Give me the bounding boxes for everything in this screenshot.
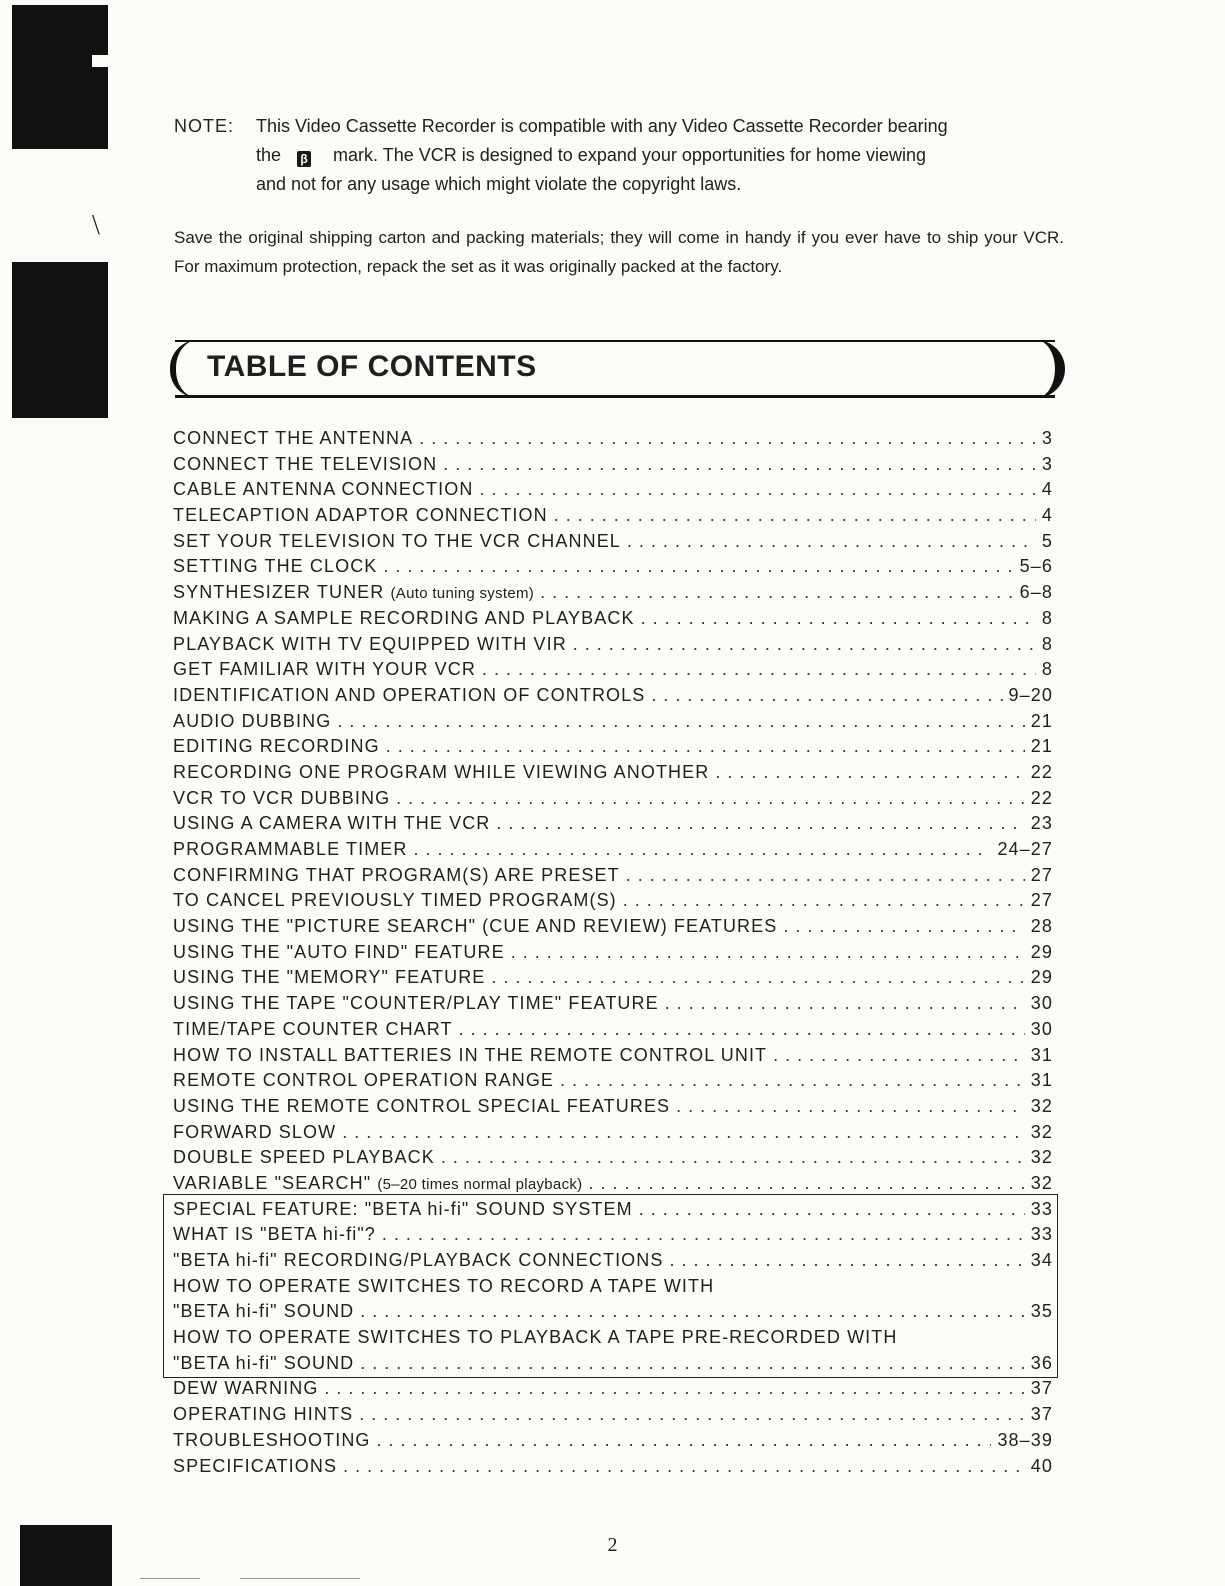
scan-edge-notch [92,55,108,67]
toc-entry-page: 9–20 [1008,684,1053,705]
toc-list [173,426,1053,1479]
toc-entry [173,940,1053,966]
toc-entry-page: 33 [1030,1224,1053,1245]
toc-entry [173,426,1053,452]
toc-entry-title: CONNECT THE ANTENNA [173,428,414,448]
toc-leader-dots [676,1094,1025,1120]
toc-leader-dots [651,683,1002,709]
toc-entry-title: CABLE ANTENNA CONNECTION [173,479,474,500]
toc-entry-page: 27 [1030,890,1053,911]
beta-mark-icon: β [297,151,311,167]
toc-leader-dots [641,606,1036,632]
toc-entry [173,580,1053,606]
toc-entry-page: 4 [1041,479,1053,500]
toc-entry [173,1299,1053,1325]
toc-entry-title: EDITING RECORDING [173,736,380,757]
toc-entry-title: AUDIO DUBBING [173,710,332,731]
toc-entry-page: 35 [1030,1301,1053,1322]
toc-entry [173,863,1053,889]
toc-leader-dots [627,529,1036,555]
toc-leader-dots [573,632,1036,658]
toc-entry-page: 22 [1030,787,1053,808]
toc-entry [173,1248,1053,1274]
toc-entry-title: "BETA hi-fi" SOUND [173,1352,355,1373]
toc-entry-title: USING THE "PICTURE SEARCH" (CUE AND REVIEW) FEATURES [173,916,778,937]
toc-entry [173,1428,1053,1454]
toc-entry-subtitle: (5–20 times normal playback) [377,1175,583,1193]
toc-entry-page: 6–8 [1019,582,1053,603]
toc-leader-dots [386,734,1025,760]
toc-leader-dots [342,1120,1025,1146]
toc-entry-page: 21 [1030,710,1053,731]
toc-leader-dots [511,940,1025,966]
toc-leader-dots [441,1145,1025,1171]
compatibility-note [174,112,1064,199]
toc-entry-title: USING THE TAPE "COUNTER/PLAY TIME" FEATURE [173,993,659,1014]
bottom-rule-left [140,1578,200,1579]
toc-entry-title: DEW WARNING [173,1378,319,1399]
toc-entry-title: CONFIRMING THAT PROGRAM(S) ARE PRESET [173,864,620,885]
toc-entry-title: USING THE REMOTE CONTROL SPECIAL FEATURES [173,1095,671,1116]
toc-entry-page: 37 [1030,1404,1053,1425]
toc-entry-title: USING THE "MEMORY" FEATURE [173,967,486,988]
toc-leader-dots [414,837,992,863]
toc-entry-title: SPECIFICATIONS [173,1455,338,1476]
toc-entry-page: 24–27 [997,839,1053,859]
toc-entry [173,503,1053,529]
toc-entry [173,991,1053,1017]
toc-entry [173,811,1053,837]
toc-entry-page: 3 [1041,428,1053,448]
toc-entry [173,1068,1053,1094]
toc-entry-title: TELECAPTION ADAPTOR CONNECTION [173,505,548,526]
toc-entry-page: 22 [1030,761,1053,782]
toc-entry [173,683,1053,709]
toc-entry-title: REMOTE CONTROL OPERATION RANGE [173,1070,555,1091]
toc-leader-dots [443,452,1036,478]
toc-leader-dots [491,965,1024,991]
toc-leader-dots [360,1299,1024,1325]
toc-leader-dots [588,1171,1024,1197]
toc-leader-dots [337,709,1024,735]
toc-entry-title: SYNTHESIZER TUNER (Auto tuning system) [173,582,535,603]
toc-entry-title: HOW TO OPERATE SWITCHES TO PLAYBACK A TAPE PRE-RECORDED WITH [173,1327,898,1348]
toc-entry-page: 30 [1030,1018,1053,1039]
toc-leader-dots [639,1197,1025,1223]
toc-entry [173,1197,1053,1223]
toc-entry-page: 8 [1041,633,1053,654]
toc-entry-title: CONNECT THE TELEVISION [173,453,438,474]
toc-entry-title: VCR TO VCR DUBBING [173,787,391,808]
toc-leader-dots [665,991,1025,1017]
toc-leader-dots [324,1376,1024,1402]
toc-entry-page: 27 [1030,864,1053,885]
toc-entry-title: USING THE "AUTO FIND" FEATURE [173,941,505,962]
toc-entry [173,1171,1053,1197]
toc-entry [173,632,1053,658]
toc-entry-page: 33 [1030,1198,1053,1219]
toc-leader-dots [626,863,1025,889]
toc-entry [173,888,1053,914]
toc-entry [173,837,1053,863]
note-line-2: the β mark. The VCR is designed to expand your opportunities for home viewing [256,145,927,166]
toc-entry-page: 29 [1030,941,1053,962]
toc-entry [173,1274,1053,1300]
toc-leader-dots [377,1428,992,1454]
toc-entry [173,1402,1053,1428]
toc-entry-page: 31 [1030,1070,1053,1091]
toc-entry-title: TROUBLESHOOTING [173,1429,371,1450]
toc-leader-dots [496,811,1024,837]
note-line-3: and not for any usage which might violate the copyright laws. [256,174,742,194]
toc-entry-title: PROGRAMMABLE TIMER [173,839,408,859]
toc-entry-title: MAKING A SAMPLE RECORDING AND PLAYBACK [173,607,635,628]
toc-entry-page: 31 [1030,1044,1053,1065]
toc-leader-dots [560,1068,1025,1094]
toc-entry-title: HOW TO INSTALL BATTERIES IN THE REMOTE CONTROL UNIT [173,1044,768,1065]
page-number: 2 [607,1534,618,1556]
toc-entry-title: OPERATING HINTS [173,1404,354,1425]
toc-entry-page: 28 [1030,916,1053,937]
toc-entry-title: USING A CAMERA WITH THE VCR [173,813,491,834]
toc-entry-page: 8 [1041,607,1053,628]
toc-entry-page: 37 [1030,1378,1053,1399]
toc-entry [173,1017,1053,1043]
toc-entry-page: 36 [1030,1352,1053,1373]
toc-entry-title: "BETA hi-fi" RECORDING/PLAYBACK CONNECTIONS [173,1250,664,1270]
toc-leader-dots [623,888,1025,914]
toc-entry-title: SPECIAL FEATURE: "BETA hi-fi" SOUND SYSTEM [173,1198,633,1219]
toc-entry [173,1120,1053,1146]
toc-entry-title: HOW TO OPERATE SWITCHES TO RECORD A TAPE WITH [173,1275,715,1296]
toc-entry-title: RECORDING ONE PROGRAM WHILE VIEWING ANOTHER [173,761,710,782]
toc-entry-title: DOUBLE SPEED PLAYBACK [173,1147,435,1168]
toc-leader-dots [360,1351,1024,1377]
toc-entry-page: 8 [1041,659,1053,680]
toc-entry [173,452,1053,478]
toc-title: TABLE OF CONTENTS [207,350,537,383]
toc-entry-page: 5 [1041,530,1053,551]
toc-entry-title: GET FAMILIAR WITH YOUR VCR [173,659,476,680]
toc-entry [173,1325,1053,1351]
toc-entry-page: 5–6 [1019,556,1053,577]
toc-entry [173,760,1053,786]
toc-entry [173,914,1053,940]
toc-leader-dots [359,1402,1025,1428]
toc-leader-dots [383,554,1013,580]
scan-edge-tick: \ [92,210,100,241]
toc-entry [173,1145,1053,1171]
toc-entry-page: 34 [1030,1250,1053,1270]
toc-leader-dots [396,786,1025,812]
toc-entry-page: 32 [1030,1172,1053,1193]
toc-entry-page: 32 [1030,1121,1053,1142]
toc-entry [173,554,1053,580]
toc-leader-dots [382,1222,1025,1248]
toc-header-banner [175,340,1055,398]
scan-edge-block-top [12,5,108,149]
toc-entry [173,1454,1053,1480]
toc-entry [173,606,1053,632]
toc-entry [173,965,1053,991]
note-line-1: This Video Cassette Recorder is compatible with any Video Cassette Recorder bearing [256,116,948,136]
toc-entry-subtitle: (Auto tuning system) [390,585,535,603]
toc-entry [173,477,1053,503]
toc-entry-page: 38–39 [997,1429,1053,1450]
toc-entry-title: SET YOUR TELEVISION TO THE VCR CHANNEL [173,530,621,551]
toc-leader-dots [554,503,1036,529]
toc-entry-page: 4 [1041,505,1053,526]
toc-entry [173,709,1053,735]
toc-leader-dots [343,1454,1025,1480]
toc-entry-title: SETTING THE CLOCK [173,556,378,577]
toc-entry-page: 40 [1030,1455,1053,1476]
toc-entry-title: TO CANCEL PREVIOUSLY TIMED PROGRAM(S) [173,890,617,911]
toc-entry-title: IDENTIFICATION AND OPERATION OF CONTROLS [173,684,646,705]
toc-entry [173,1351,1053,1377]
toc-leader-dots [783,914,1024,940]
toc-leader-dots [482,657,1036,683]
toc-entry-page: 23 [1030,813,1053,834]
toc-entry-page: 3 [1041,453,1053,474]
toc-leader-dots [459,1017,1025,1043]
toc-entry [173,1222,1053,1248]
scan-edge-block-middle [12,262,108,418]
toc-entry-page: 21 [1030,736,1053,757]
toc-leader-dots [773,1043,1025,1069]
toc-leader-dots [419,426,1036,452]
toc-leader-dots [540,580,1014,606]
bottom-rule-mid [240,1578,360,1579]
toc-leader-dots [479,477,1035,503]
toc-entry-page: 32 [1030,1095,1053,1116]
toc-entry [173,657,1053,683]
toc-entry-title: TIME/TAPE COUNTER CHART [173,1018,453,1039]
note-label: NOTE: [174,116,235,136]
toc-entry [173,529,1053,555]
toc-entry-page: 32 [1030,1147,1053,1168]
toc-entry-page: 29 [1030,967,1053,988]
toc-entry-title: FORWARD SLOW [173,1121,337,1142]
toc-entry-title: "BETA hi-fi" SOUND [173,1301,355,1322]
toc-entry-title: VARIABLE "SEARCH" (5–20 times normal playback) [173,1172,583,1193]
toc-entry-title: WHAT IS "BETA hi-fi"? [173,1224,376,1245]
toc-leader-dots [715,760,1024,786]
toc-leader-dots [670,1248,1025,1274]
toc-entry [173,734,1053,760]
toc-entry [173,1094,1053,1120]
toc-entry [173,786,1053,812]
toc-entry-page: 30 [1030,993,1053,1014]
toc-entry [173,1376,1053,1402]
toc-entry-title: PLAYBACK WITH TV EQUIPPED WITH VIR [173,633,567,654]
toc-entry [173,1043,1053,1069]
save-carton-paragraph: Save the original shipping carton and packing materials; they will come in handy if you ever have to ship your VCR. For maximum protection, repack the set as it was originally packed at the factory. [174,228,1064,276]
